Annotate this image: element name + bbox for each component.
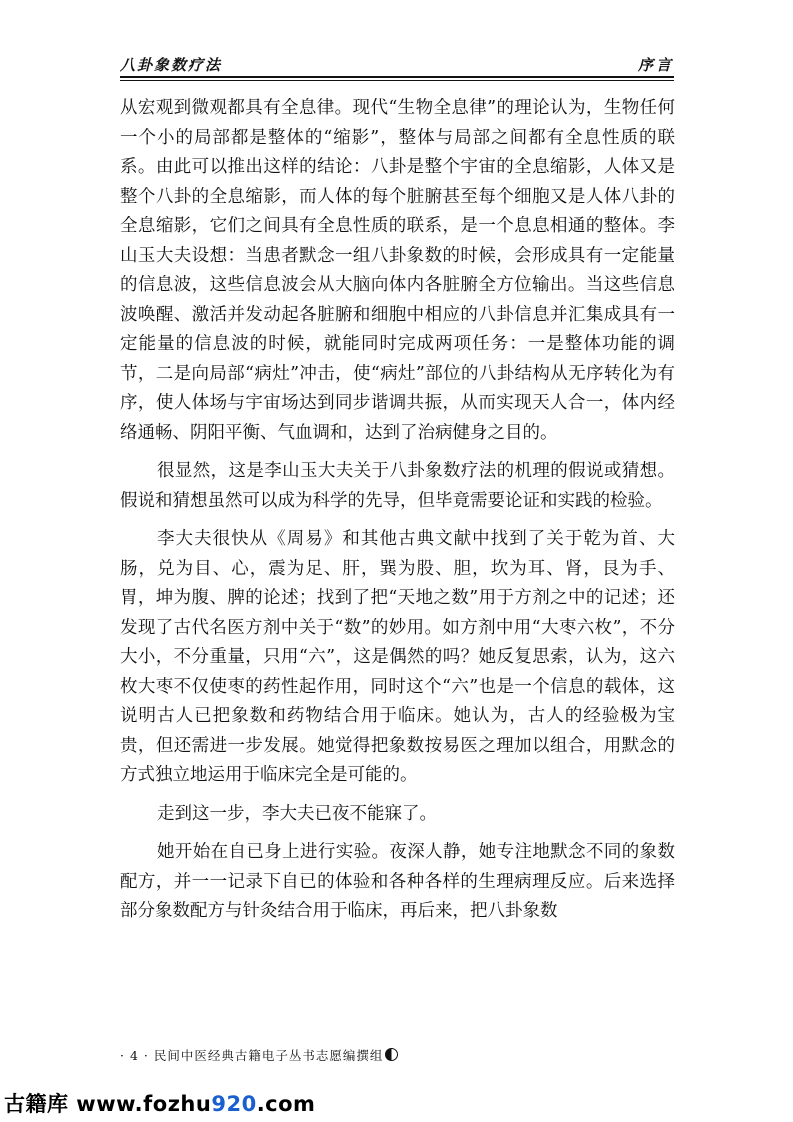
page-footer (120, 1046, 398, 1064)
page-body (120, 94, 675, 936)
header-rule-thin (120, 80, 674, 81)
paragraph-1: 从宏观到微观都具有全息律。现代“生物全息律”的理论认为，生物任何一个小的局部都是整体的“缩影”，整体与局部之间都有全息性质的联系。由此可以推出这样的结论：八卦是整个宇宙的全息缩影，人体又是整个八卦的全息缩影，而人体的每个脏腑甚至每个细胞又是人体八卦的全息缩影，它们之间具有全息性质的联系，是一个息息相通的整体。李山玉大夫设想：当患者默念一组八卦象数的时候，会形成具有一定能量的信息波，这些信息波会从大脑向体内各脏腑全方位输出。当这些信息波唤醒、激活并发动起各脏腑和细胞中相应的八卦信息并汇集成具有一定能量的信息波的时候，就能同时完成两项任务：一是整体功能的调节，二是向局部“病灶”冲击，使“病灶”部位的八卦结构从无序转化为有序，使人体场与宇宙场达到同步谐调共振，从而实现天人合一，体内经络通畅、阴阳平衡、气血调和，达到了治病健身之目的。 (120, 98, 675, 443)
watermark (4, 1088, 315, 1118)
watermark-part3: .com (256, 1092, 316, 1116)
watermark-part1: 古籍库 www.fozhu (4, 1092, 212, 1116)
running-header (120, 52, 674, 76)
yin-yang-icon (385, 1048, 398, 1061)
footer-text: · 4 · 民间中医经典古籍电子丛书志愿编撰组 (120, 1048, 384, 1063)
header-book-title: 八卦象数疗法 (120, 56, 223, 74)
header-rule-thick (120, 76, 674, 78)
paragraph-2: 很显然，这是李山玉大夫关于八卦象数疗法的机理的假说或猜想。假说和猜想虽然可以成为科学的先导，但毕竟需要论证和实践的检验。 (120, 461, 675, 511)
header-section-title: 序言 (637, 56, 674, 74)
watermark-part2: 920 (211, 1092, 257, 1116)
paragraph-3: 李大夫很快从《周易》和其他古典文献中找到了关于乾为首、大肠，兑为目、心，震为足、肝，巽为股、胆，坎为耳、肾，艮为手、胃，坤为腹、脾的论述；找到了把“天地之数”用于方剂之中的记述；还发现了古代名医方剂中关于“数”的妙用。如方剂中用“大枣六枚”，不分大小，不分重量，只用“六”，这是偶然的吗？她反复思索，认为，这六枚大枣不仅使枣的药性起作用，同时这个“六”也是一个信息的载体，这说明古人已把象数和药物结合用于临床。她认为，古人的经验极为宝贵，但还需进一步发展。她觉得把象数按易医之理加以组合，用默念的方式独立地运用于临床完全是可能的。 (120, 529, 675, 785)
paragraph-5: 她开始在自已身上进行实验。夜深人静，她专注地默念不同的象数配方，并一一记录下自已的体验和各种各样的生理病理反应。后来选择部分象数配方与针灸结合用于临床，再后来，把八卦象数 (120, 842, 675, 921)
paragraph-4: 走到这一步，李大夫已夜不能寐了。 (157, 803, 437, 824)
